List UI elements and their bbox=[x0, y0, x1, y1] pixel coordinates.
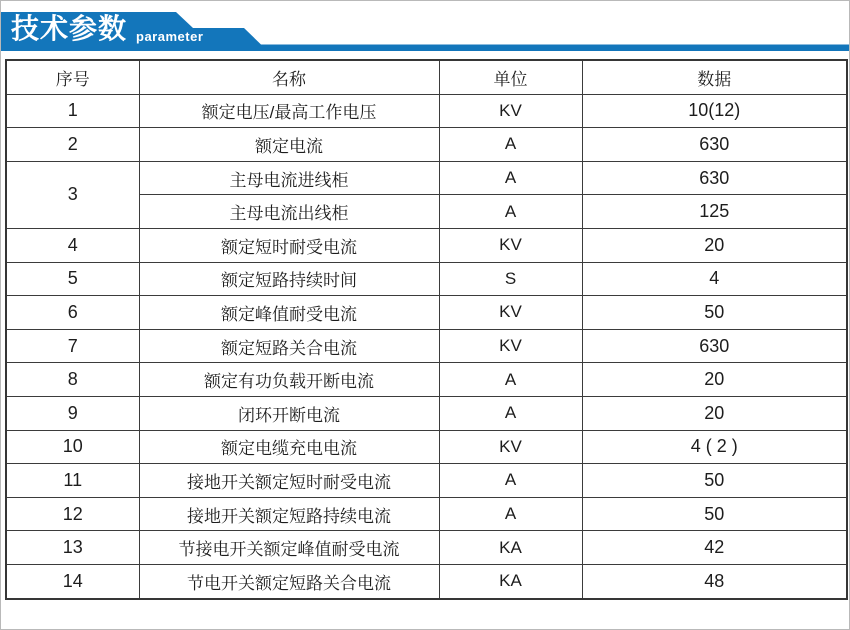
cell-value: 10(12) bbox=[582, 94, 847, 128]
table-row bbox=[6, 363, 847, 397]
table-row bbox=[6, 296, 847, 330]
cell-unit: A bbox=[439, 363, 582, 397]
cell-unit: KA bbox=[439, 531, 582, 565]
banner-text bbox=[11, 12, 203, 46]
cell-name: 主母电流进线柜 bbox=[139, 161, 439, 195]
cell-name: 额定短路持续时间 bbox=[139, 262, 439, 296]
cell-unit: KV bbox=[439, 430, 582, 464]
cell-value: 20 bbox=[582, 363, 847, 397]
cell-serial: 8 bbox=[6, 363, 139, 397]
cell-value: 4 ( 2 ) bbox=[582, 430, 847, 464]
cell-value: 20 bbox=[582, 396, 847, 430]
cell-unit: A bbox=[439, 497, 582, 531]
cell-serial: 14 bbox=[6, 564, 139, 598]
cell-unit: A bbox=[439, 161, 582, 195]
table-row bbox=[6, 497, 847, 531]
cell-unit: KV bbox=[439, 329, 582, 363]
cell-unit: KV bbox=[439, 296, 582, 330]
table-row bbox=[6, 161, 847, 195]
cell-name: 额定电缆充电电流 bbox=[139, 430, 439, 464]
cell-name: 节接电开关额定峰值耐受电流 bbox=[139, 531, 439, 565]
cell-serial: 4 bbox=[6, 228, 139, 262]
cell-serial: 12 bbox=[6, 497, 139, 531]
section-banner bbox=[1, 1, 850, 53]
header-unit: 单位 bbox=[439, 60, 582, 94]
header-serial: 序号 bbox=[6, 60, 139, 94]
table-row bbox=[6, 396, 847, 430]
cell-unit: A bbox=[439, 195, 582, 229]
cell-value: 630 bbox=[582, 128, 847, 162]
cell-name: 闭环开断电流 bbox=[139, 396, 439, 430]
cell-value: 42 bbox=[582, 531, 847, 565]
cell-serial: 9 bbox=[6, 396, 139, 430]
cell-name: 接地开关额定短时耐受电流 bbox=[139, 464, 439, 498]
cell-value: 630 bbox=[582, 161, 847, 195]
cell-value: 50 bbox=[582, 296, 847, 330]
cell-serial: 5 bbox=[6, 262, 139, 296]
cell-name: 接地开关额定短路持续电流 bbox=[139, 497, 439, 531]
cell-value: 20 bbox=[582, 228, 847, 262]
cell-unit: A bbox=[439, 396, 582, 430]
header-name: 名称 bbox=[139, 60, 439, 94]
cell-serial-merged: 3 bbox=[6, 161, 139, 228]
cell-name: 额定短时耐受电流 bbox=[139, 228, 439, 262]
cell-name: 额定峰值耐受电流 bbox=[139, 296, 439, 330]
cell-name: 主母电流出线柜 bbox=[139, 195, 439, 229]
cell-serial: 11 bbox=[6, 464, 139, 498]
cell-serial: 10 bbox=[6, 430, 139, 464]
cell-value: 48 bbox=[582, 564, 847, 598]
cell-name: 额定短路关合电流 bbox=[139, 329, 439, 363]
table-row bbox=[6, 228, 847, 262]
table-row bbox=[6, 464, 847, 498]
cell-unit: A bbox=[439, 128, 582, 162]
table-row bbox=[6, 94, 847, 128]
cell-serial: 6 bbox=[6, 296, 139, 330]
cell-value: 125 bbox=[582, 195, 847, 229]
table-header-row bbox=[6, 60, 847, 94]
cell-serial: 2 bbox=[6, 128, 139, 162]
table-row bbox=[6, 128, 847, 162]
cell-value: 50 bbox=[582, 464, 847, 498]
table-row bbox=[6, 531, 847, 565]
cell-name: 节电开关额定短路关合电流 bbox=[139, 564, 439, 598]
section-subtitle: parameter bbox=[136, 29, 204, 44]
cell-value: 50 bbox=[582, 497, 847, 531]
table-row bbox=[6, 430, 847, 464]
table-row bbox=[6, 262, 847, 296]
cell-serial: 13 bbox=[6, 531, 139, 565]
cell-name: 额定有功负载开断电流 bbox=[139, 363, 439, 397]
cell-serial: 1 bbox=[6, 94, 139, 128]
cell-value: 630 bbox=[582, 329, 847, 363]
cell-unit: S bbox=[439, 262, 582, 296]
cell-serial: 7 bbox=[6, 329, 139, 363]
cell-name: 额定电压/最高工作电压 bbox=[139, 94, 439, 128]
cell-unit: KV bbox=[439, 228, 582, 262]
cell-value: 4 bbox=[582, 262, 847, 296]
header-value: 数据 bbox=[582, 60, 847, 94]
table-row bbox=[6, 329, 847, 363]
cell-unit: A bbox=[439, 464, 582, 498]
cell-unit: KA bbox=[439, 564, 582, 598]
parameter-table bbox=[5, 59, 848, 600]
table-row bbox=[6, 564, 847, 598]
cell-name: 额定电流 bbox=[139, 128, 439, 162]
cell-unit: KV bbox=[439, 94, 582, 128]
section-title: 技术参数 bbox=[11, 13, 128, 44]
